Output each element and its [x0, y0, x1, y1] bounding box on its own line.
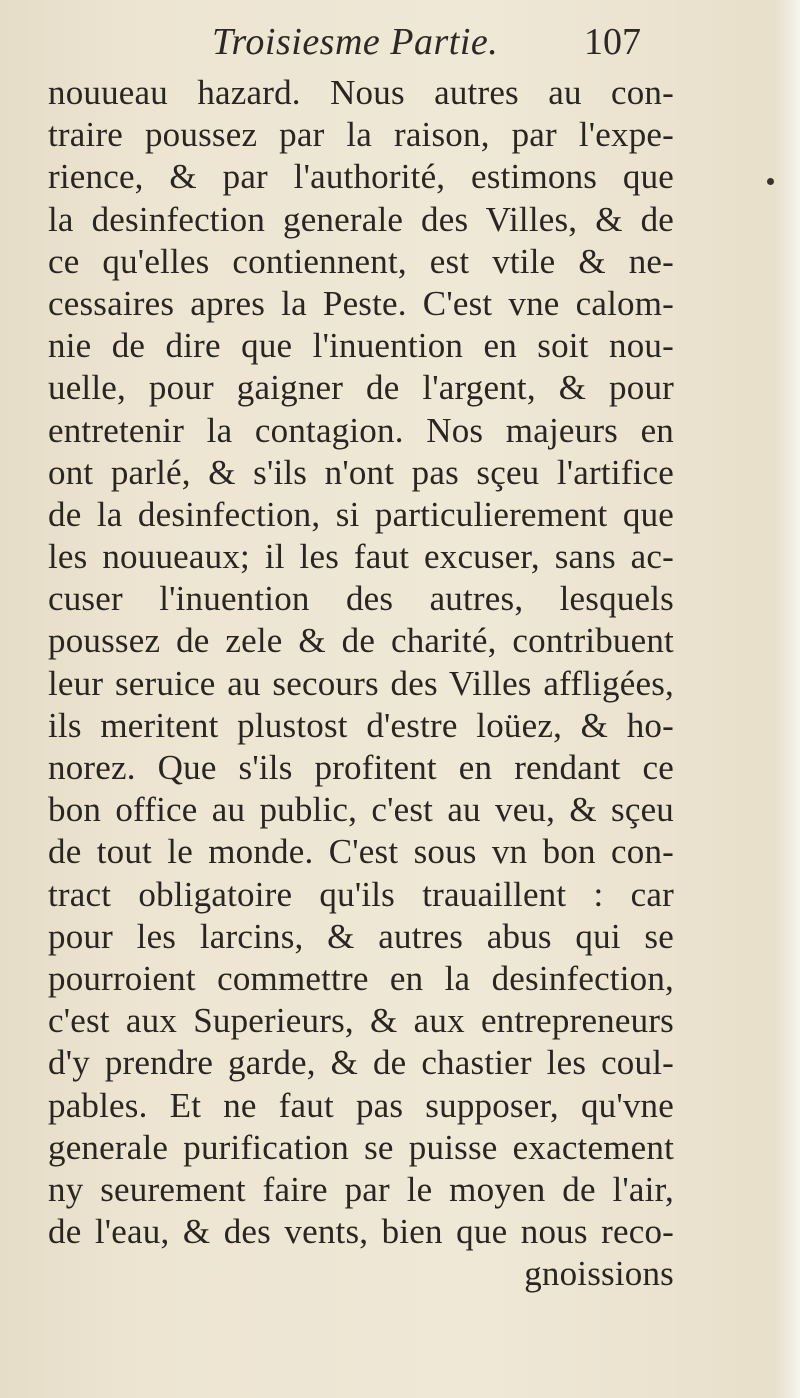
catchword: gnoissions — [524, 1254, 674, 1294]
ink-speck — [767, 178, 774, 185]
text-line: de la desinfection, si particulierement que — [48, 494, 674, 534]
text-line: pables. Et ne faut pas supposer, qu'vne — [48, 1085, 674, 1125]
text-line: rience, & par l'authorité, estimons que — [48, 157, 674, 197]
text-line: tract obligatoire qu'ils trauaillent : car — [48, 874, 674, 914]
page-number: 107 — [584, 21, 641, 63]
text-line: ce qu'elles contiennent, est vtile & ne- — [48, 241, 674, 281]
text-line: de l'eau, & des vents, bien que nous reco- — [48, 1212, 674, 1252]
text-line: norez. Que s'ils profitent en rendant ce — [48, 748, 674, 787]
text-line: d'y prendre garde, & de chastier les coul- — [48, 1043, 674, 1083]
text-line: traire poussez par la raison, par l'expe- — [48, 115, 674, 155]
page-edge — [774, 0, 800, 1398]
text-line: uelle, pour gaigner de l'argent, & pour — [48, 368, 674, 408]
text-line: de tout le monde. C'est sous vn bon con- — [48, 832, 674, 872]
text-line: pour les larcins, & autres abus qui se — [48, 916, 674, 956]
text-line: nie de dire que l'inuention en soit nou- — [48, 326, 674, 366]
body-text — [48, 72, 674, 1295]
running-head: Troisiesme Partie. — [212, 21, 499, 63]
text-line: la desinfection generale des Villes, & de — [48, 199, 674, 239]
text-line: ont parlé, & s'ils n'ont pas sçeu l'artifice — [48, 452, 674, 492]
text-line: entretenir la contagion. Nos majeurs en — [48, 410, 674, 450]
text-line: les nouueaux; il les faut excuser, sans ac- — [48, 537, 674, 577]
text-line: poussez de zele & de charité, contribuent — [48, 621, 674, 661]
page-header — [0, 14, 800, 74]
text-line: bon office au public, c'est au veu, & sçeu — [48, 790, 674, 830]
text-line: ny seurement faire par le moyen de l'air, — [48, 1169, 674, 1209]
text-line: generale purification se puisse exactement — [48, 1127, 674, 1167]
text-line: cessaires apres la Peste. C'est vne calom- — [48, 283, 674, 323]
text-line: ils meritent plustost d'estre loüez, & ho- — [48, 705, 674, 745]
text-line: pourroient commettre en la desinfection, — [48, 958, 674, 998]
text-line: leur seruice au secours des Villes affligées, — [48, 663, 674, 703]
text-line: cuser l'inuention des autres, lesquels — [48, 579, 674, 619]
text-line: c'est aux Superieurs, & aux entrepreneurs — [48, 1001, 674, 1041]
text-line: nouueau hazard. Nous autres au con- — [48, 73, 674, 112]
